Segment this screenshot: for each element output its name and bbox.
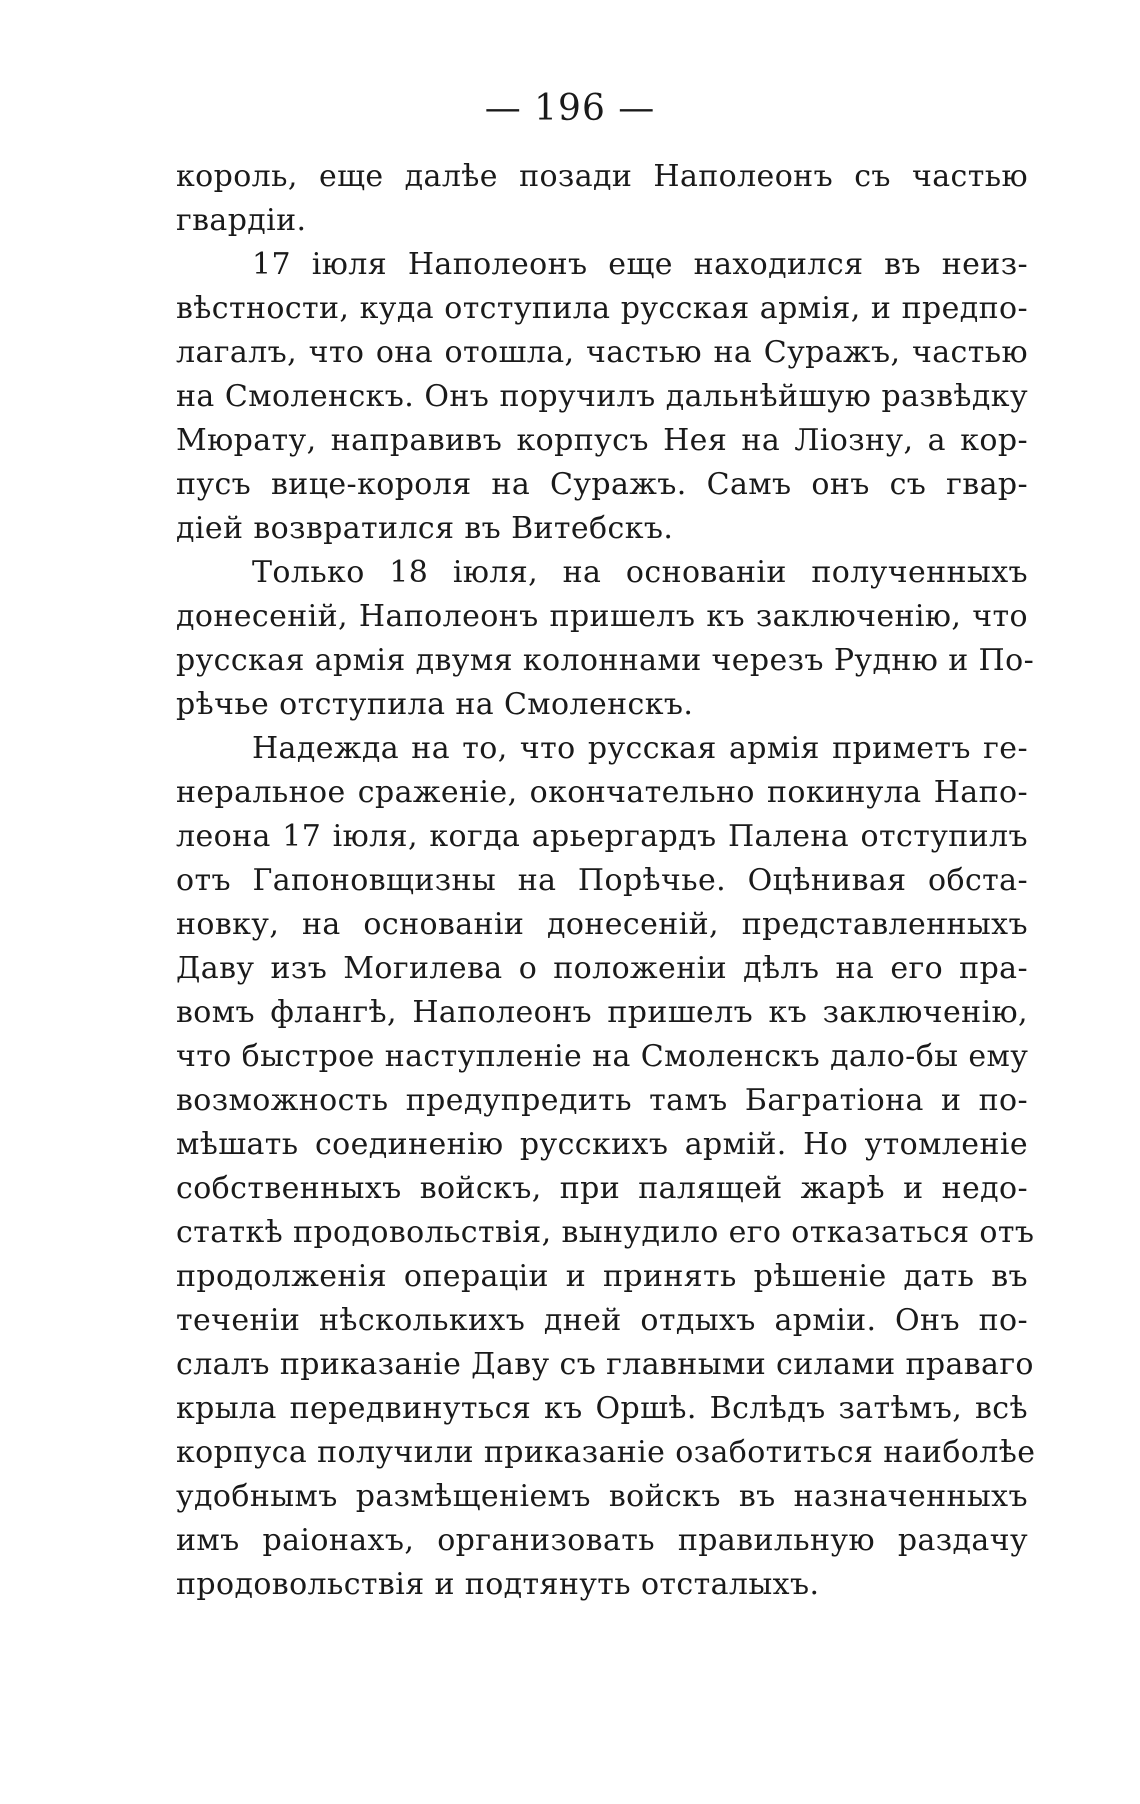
text-line: продолженія операціи и принять рѣшеніе дать въ (176, 1259, 1028, 1294)
text-line: вомъ флангѣ, Наполеонъ пришелъ къ заключенію, (176, 995, 1028, 1030)
text-line: возможность предупредить тамъ Багратіона и по- (176, 1083, 1028, 1118)
text-line: Только 18 іюля, на основаніи полученныхъ (252, 555, 1028, 590)
body-text (176, 155, 1036, 1607)
text-line: крыла передвинуться къ Оршѣ. Вслѣдъ затѣмъ, всѣ (176, 1391, 1028, 1426)
text-line: удобнымъ размѣщеніемъ войскъ въ назначенныхъ (176, 1479, 1028, 1514)
text-line: новку, на основаніи донесеній, представленныхъ (176, 907, 1028, 942)
page-number: — 196 — (484, 88, 656, 129)
text-line: лагалъ, что она отошла, частью на Суражъ, частью (176, 335, 1028, 370)
text-line: гвардіи. (176, 203, 307, 238)
text-line: Даву изъ Могилева о положеніи дѣлъ на его пра- (176, 951, 1028, 986)
text-line: корпуса получили приказаніе озаботиться наиболѣе (176, 1435, 1036, 1470)
text-line: діей возвратился въ Витебскъ. (176, 511, 674, 546)
text-line: пусъ вице-короля на Суражъ. Самъ онъ съ гвар- (176, 467, 1028, 502)
text-line: отъ Гапоновщизны на Порѣчье. Оцѣнивая обста- (176, 863, 1028, 898)
text-line: статкѣ продовольствія, вынудило его отказаться отъ (176, 1215, 1035, 1250)
text-line: теченіи нѣсколькихъ дней отдыхъ арміи. Онъ по- (176, 1303, 1028, 1338)
text-line: собственныхъ войскъ, при палящей жарѣ и недо- (176, 1171, 1028, 1206)
text-line: имъ раіонахъ, организовать правильную раздачу (176, 1523, 1028, 1558)
text-line: леона 17 іюля, когда арьергардъ Палена отступилъ (176, 819, 1028, 854)
text-line: Надежда на то, что русская армія приметъ ге- (252, 731, 1028, 766)
text-line: на Смоленскъ. Онъ поручилъ дальнѣйшую развѣдку (176, 379, 1028, 414)
text-line: рѣчье отступила на Смоленскъ. (176, 687, 694, 722)
text-line: неральное сраженіе, окончательно покинула Напо- (176, 775, 1028, 810)
text-line: слалъ приказаніе Даву съ главными силами праваго (176, 1347, 1034, 1382)
text-line: что быстрое наступленіе на Смоленскъ дало-бы ему (176, 1039, 1029, 1074)
text-line: вѣстности, куда отступила русская армія, и предпо- (176, 291, 1028, 326)
text-line: продовольствія и подтянуть отсталыхъ. (176, 1567, 820, 1602)
text-line: русская армія двумя колоннами черезъ Рудню и По- (176, 643, 1035, 678)
text-line: Мюрату, направивъ корпусъ Нея на Лiозну, а кор- (176, 423, 1028, 458)
text-line: 17 іюля Наполеонъ еще находился въ неиз- (252, 247, 1028, 282)
text-line: донесеній, Наполеонъ пришелъ къ заключенію, что (176, 599, 1028, 634)
text-line: мѣшать соединенію русскихъ армій. Но утомленіе (176, 1127, 1028, 1162)
text-line: король, еще далѣе позади Наполеонъ съ частью (176, 159, 1028, 194)
